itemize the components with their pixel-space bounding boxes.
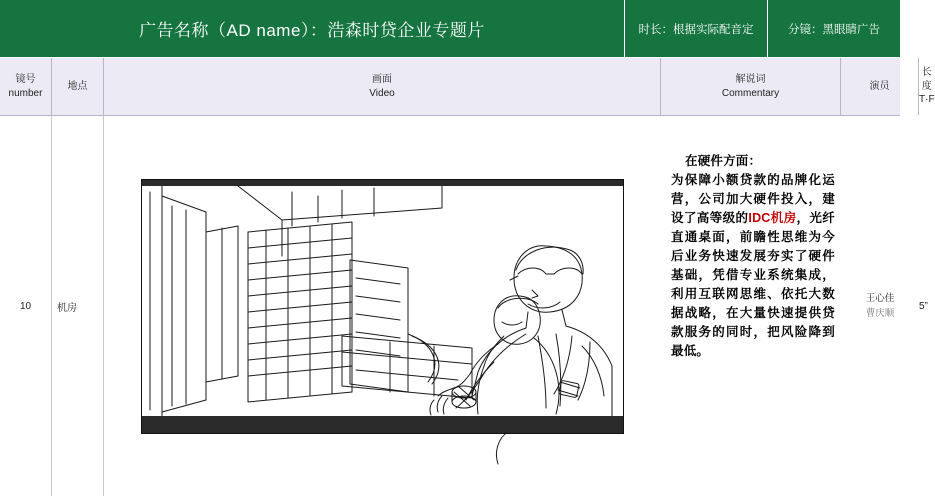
actor-name-primary: 王心佳 <box>865 292 895 304</box>
column-header-video <box>104 58 661 115</box>
column-header-place-cn: 地点 <box>67 80 88 92</box>
ad-duration: 时长：根据实际配音定 <box>625 0 768 57</box>
storyboard-frame <box>141 179 624 434</box>
column-header-place <box>52 58 104 115</box>
column-header-number <box>0 58 52 115</box>
shot-length-cell <box>919 116 928 496</box>
actor-list <box>866 291 895 321</box>
storyboard-frame-inner <box>142 186 623 416</box>
column-header-commentary-cn: 解说词 <box>735 74 766 85</box>
header-row <box>0 0 900 58</box>
column-header-length-cn: 长度 <box>921 67 932 92</box>
column-header-commentary <box>661 58 841 115</box>
shot-number: 10 <box>0 116 52 496</box>
column-header-number-cn: 镜号 <box>15 74 36 85</box>
storyboard-illustration <box>142 186 623 416</box>
column-header-actor <box>841 58 919 115</box>
shot-commentary-text <box>671 152 835 361</box>
commentary-part2: ，光纤直通桌面，前瞻性思维为今后业务快速发展夯实了硬件基础，凭借专业系统集成，利用互联网思维、依托大数据战略，在大量快速提供贷款服务的同时，把风险降到最低。 <box>671 211 836 358</box>
column-header-number-en: number <box>8 87 43 99</box>
ad-title: 广告名称（AD name）：浩森时贷企业专题片 <box>0 0 625 57</box>
shot-actors-cell <box>841 116 919 496</box>
column-header-length-en: T·F <box>919 94 935 106</box>
column-header-video-en: Video <box>369 87 395 99</box>
actor-name-secondary: 曹庆顺 <box>865 308 895 319</box>
column-header-row <box>0 58 935 116</box>
column-header-video-cn: 画面 <box>372 74 392 85</box>
commentary-part1: 为保障小额贷款的品牌化运营，公司加大硬件投入，建设了高等级的 <box>671 173 835 225</box>
column-header-commentary-en: Commentary <box>721 87 780 99</box>
column-header-actor-cn: 演员 <box>869 80 890 92</box>
shot-commentary-cell <box>661 116 841 496</box>
shot-length-value: 5” <box>919 300 928 312</box>
shot-video-cell <box>104 116 661 496</box>
shot-place: 机房 <box>52 116 104 496</box>
column-header-length <box>919 58 935 115</box>
commentary-highlight: IDC机房 <box>748 211 797 225</box>
commentary-lead: 在硬件方面： <box>685 154 762 168</box>
ad-director: 分镜：黑眼睛广告 <box>788 23 880 36</box>
storyboard-row <box>0 116 928 496</box>
